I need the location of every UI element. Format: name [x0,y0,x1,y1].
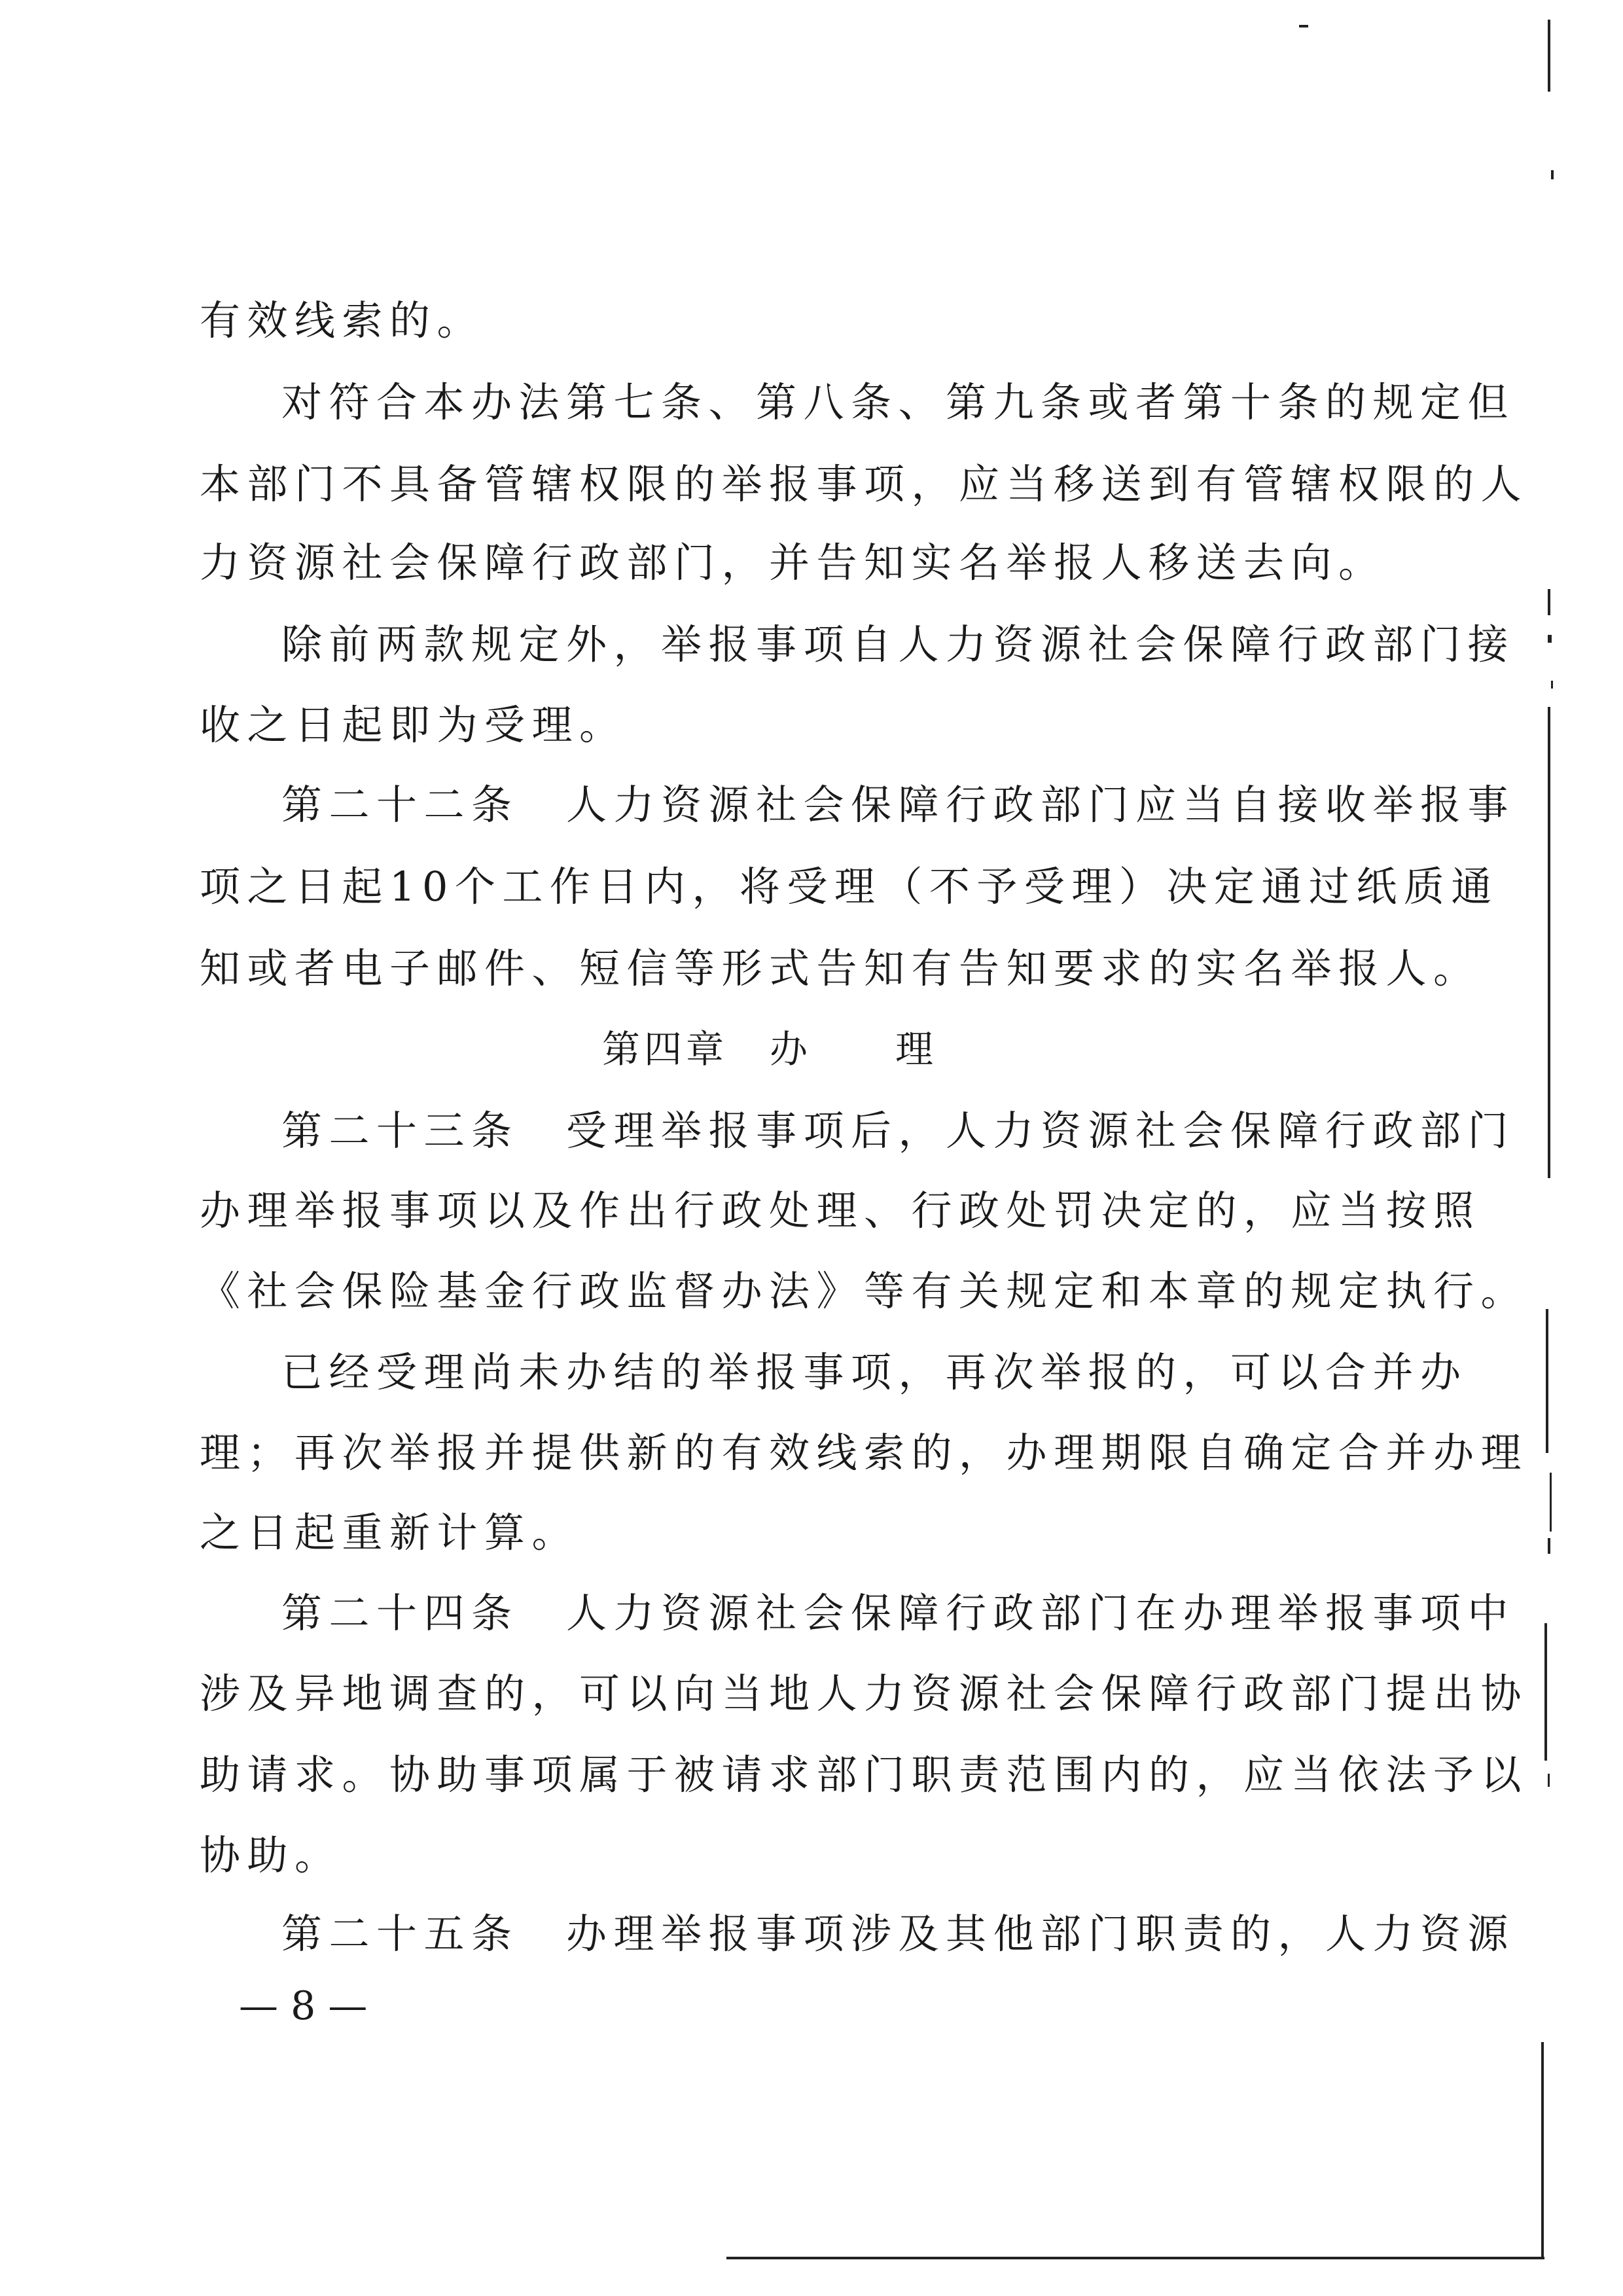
scan-edge-line [1548,707,1550,1178]
scan-edge-line [1546,1309,1548,1453]
text-line: 第二十二条 人力资源社会保障行政部门应当自接收举报事 [281,781,1516,829]
scan-mark [1548,635,1552,643]
text-line: 第二十五条 办理举报事项涉及其他部门职责的，人力资源 [281,1910,1516,1958]
text-line: 之日起重新计算。 [200,1509,580,1556]
text-line: 有效线索的。 [200,296,485,344]
scan-mark [1548,589,1550,615]
text-line: 第二十三条 受理举报事项后，人力资源社会保障行政部门 [281,1107,1516,1155]
text-line: 项之日起10个工作日内，将受理（不予受理）决定通过纸质通 [200,863,1499,910]
text-line: 协助。 [200,1831,342,1879]
chapter-title: 第四章 办 理 [602,1027,938,1071]
text-line: 理；再次举报并提供新的有效线索的，办理期限自确定合并办理 [200,1429,1529,1477]
text-line: 已经受理尚未办结的举报事项，再次举报的，可以合并办 [281,1348,1468,1396]
scan-mark [1548,1538,1550,1554]
scan-edge-line [1544,1623,1547,1761]
text-line: 《社会保险基金行政监督办法》等有关规定和本章的规定执行。 [200,1267,1529,1315]
scan-mark [1551,170,1554,179]
text-line: 除前两款规定外，举报事项自人力资源社会保障行政部门接 [281,620,1516,668]
text-line: 收之日起即为受理。 [200,701,627,749]
scan-mark [1550,1473,1552,1532]
scan-edge-line [1548,20,1550,92]
text-line: 助请求。协助事项属于被请求部门职责范围内的，应当依法予以 [200,1751,1529,1799]
scan-edge-line [726,2257,1544,2259]
text-line: 涉及异地调查的，可以向当地人力资源社会保障行政部门提出协 [200,1670,1529,1717]
scan-edge-line [1541,2042,1544,2258]
text-line: 本部门不具备管辖权限的举报事项，应当移送到有管辖权限的人 [200,460,1529,508]
text-line: 办理举报事项以及作出行政处理、行政处罚决定的，应当按照 [200,1187,1481,1234]
text-line: 力资源社会保障行政部门，并告知实名举报人移送去向。 [200,539,1386,586]
text-line: 对符合本办法第七条、第八条、第九条或者第十条的规定但 [281,378,1516,426]
scan-mark [1548,1774,1550,1787]
scan-mark [1299,25,1308,27]
text-line: 知或者电子邮件、短信等形式告知有告知要求的实名举报人。 [200,944,1481,992]
page-number: — 8 — [239,1983,368,2029]
text-line: 第二十四条 人力资源社会保障行政部门在办理举报事项中 [281,1589,1516,1637]
scan-mark [1551,681,1553,689]
